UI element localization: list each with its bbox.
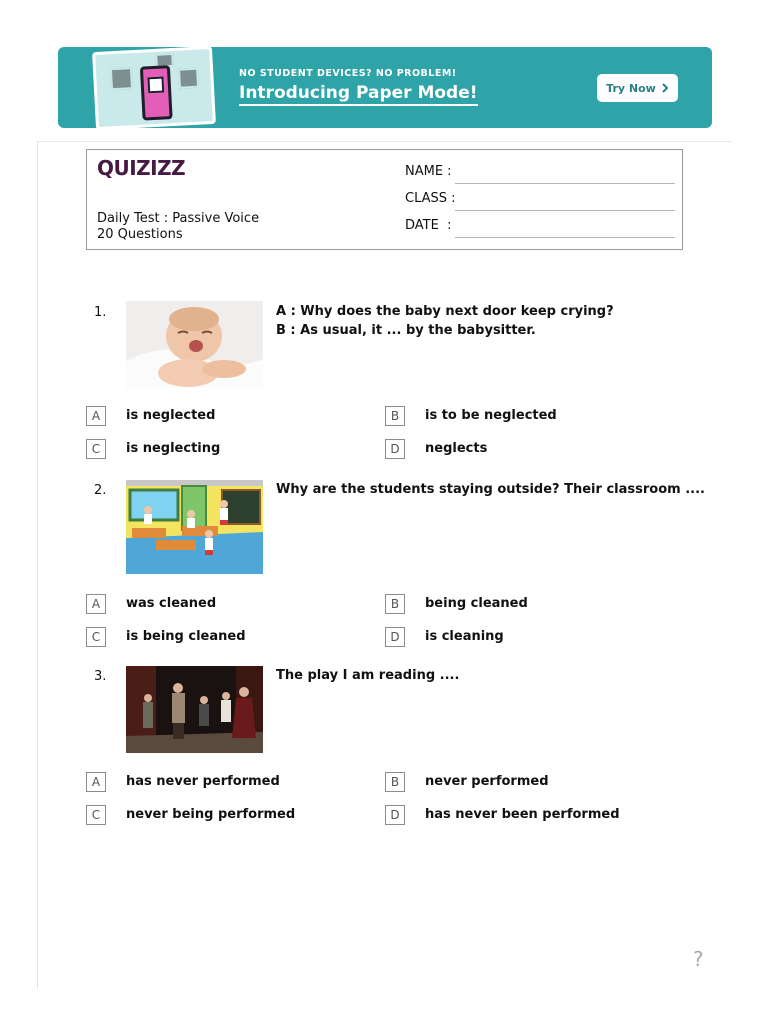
option-letter-b[interactable]: B (385, 594, 405, 614)
question-text (276, 480, 705, 499)
option-text[interactable]: is to be neglected (425, 408, 557, 423)
question-line: A : Why does the baby next door keep crying? (276, 304, 614, 319)
option-letter-c[interactable]: C (86, 805, 106, 825)
phone-icon (140, 65, 173, 120)
option-letter-d[interactable]: D (385, 439, 405, 459)
option-letter-c[interactable]: C (86, 627, 106, 647)
worksheet-header (86, 149, 683, 250)
option-text[interactable]: has never performed (126, 774, 280, 789)
option-letter-a[interactable]: A (86, 772, 106, 792)
question-text (276, 302, 614, 340)
option-letter-d[interactable]: D (385, 627, 405, 647)
name-field[interactable] (405, 164, 675, 184)
question-line: The play I am reading .... (276, 668, 460, 683)
banner-kicker: NO STUDENT DEVICES? NO PROBLEM! (239, 68, 457, 79)
option-letter-d[interactable]: D (385, 805, 405, 825)
option-text[interactable]: neglects (425, 441, 488, 456)
banner-title: Introducing Paper Mode! (239, 83, 478, 106)
option-text[interactable]: was cleaned (126, 596, 217, 611)
paper-mode-illustration (92, 47, 216, 128)
date-field[interactable] (405, 218, 675, 238)
class-field[interactable] (405, 191, 675, 211)
qr-code-icon (110, 67, 133, 90)
option-letter-a[interactable]: A (86, 406, 106, 426)
help-icon[interactable]: ? (693, 947, 704, 971)
question-text (276, 666, 459, 685)
option-text[interactable]: is neglecting (126, 441, 221, 456)
class-line (455, 210, 675, 211)
option-letter-c[interactable]: C (86, 439, 106, 459)
question-number: 3. (94, 669, 107, 684)
option-letter-a[interactable]: A (86, 594, 106, 614)
option-letter-b[interactable]: B (385, 406, 405, 426)
theater-play-image (126, 666, 263, 753)
baby-crying-image (126, 301, 263, 388)
date-line (455, 237, 675, 238)
class-label: CLASS : (405, 191, 456, 206)
option-text[interactable]: is neglected (126, 408, 216, 423)
option-text[interactable]: being cleaned (425, 596, 528, 611)
date-label: DATE : (405, 218, 452, 233)
quizizz-logo: QUIZIZZ (97, 156, 186, 180)
question-line: Why are the students staying outside? Their classroom .... (276, 482, 705, 497)
option-text[interactable]: never being performed (126, 807, 296, 822)
try-now-label: Try Now (606, 81, 656, 95)
try-now-button[interactable] (597, 74, 678, 102)
qr-code-icon (178, 68, 199, 89)
test-title: Daily Test : Passive Voice (97, 211, 260, 226)
sheet-edge-left (37, 141, 38, 989)
chevron-right-icon (662, 83, 669, 93)
question-count: 20 Questions (97, 227, 183, 242)
question-number: 2. (94, 483, 107, 498)
option-text[interactable]: has never been performed (425, 807, 620, 822)
option-text[interactable]: never performed (425, 774, 549, 789)
option-text[interactable]: is being cleaned (126, 629, 246, 644)
classroom-cleaning-image (126, 480, 263, 574)
option-letter-b[interactable]: B (385, 772, 405, 792)
name-line (455, 183, 675, 184)
question-line: B : As usual, it ... by the babysitter. (276, 323, 536, 338)
paper-mode-banner[interactable] (58, 47, 712, 128)
name-label: NAME : (405, 164, 452, 179)
sheet-edge-top (38, 141, 732, 142)
option-text[interactable]: is cleaning (425, 629, 504, 644)
question-number: 1. (94, 305, 107, 320)
